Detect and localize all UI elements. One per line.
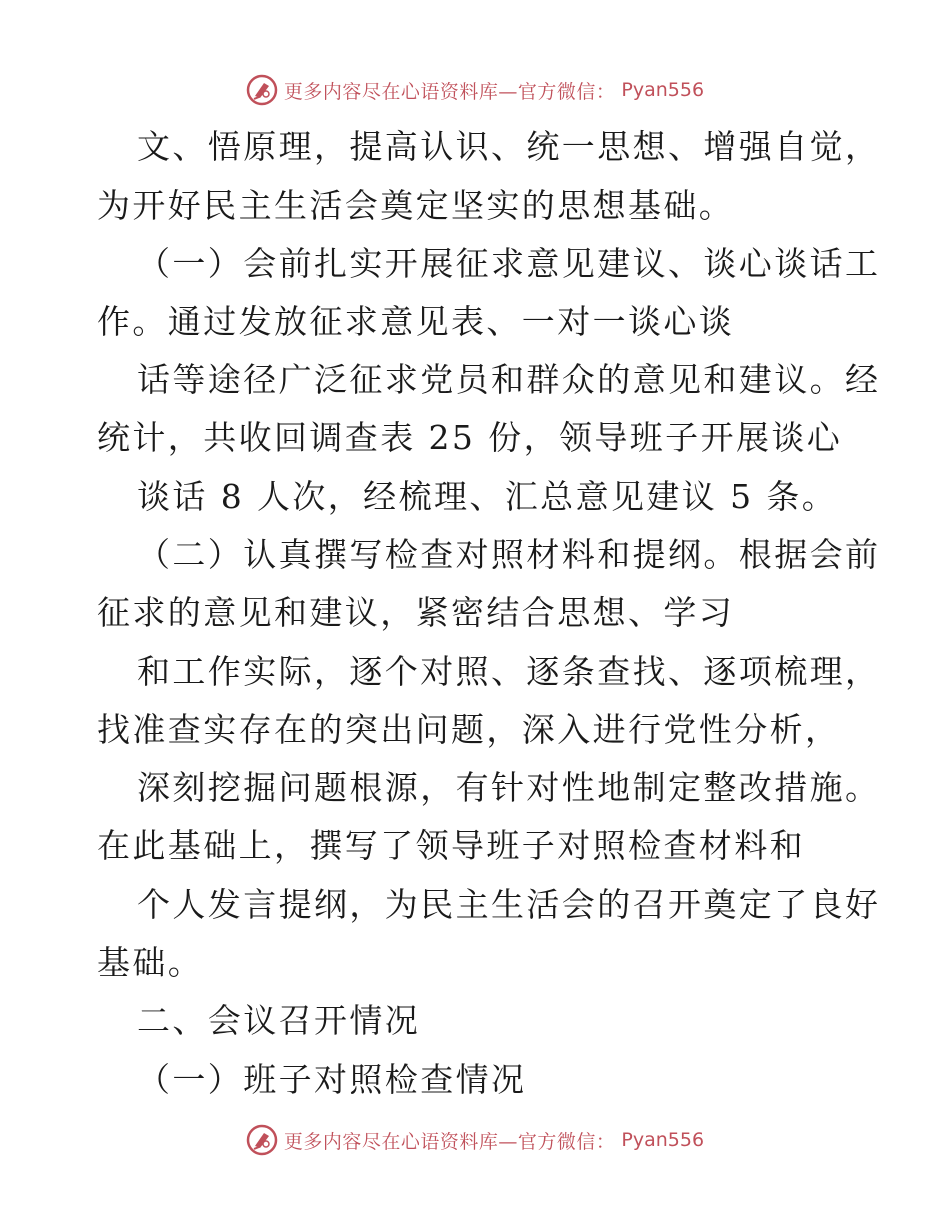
section-heading-2: 二、会议召开情况 xyxy=(137,1001,421,1040)
watermark-handle: Pyan556 xyxy=(621,1129,705,1151)
body-line-9: 征求的意见和建议，紧密结合思想、学习 xyxy=(97,593,735,632)
body-line-5: 话等途径广泛征求党员和群众的意见和建议。经 xyxy=(137,360,881,399)
watermark-footer xyxy=(0,1122,950,1158)
watermark-header xyxy=(0,72,950,108)
body-line-13: 在此基础上，撰写了领导班子对照检查材料和 xyxy=(97,826,805,865)
body-line-1: 文、悟原理，提高认识、统一思想、增强自觉， xyxy=(137,127,881,166)
body-line-7: 谈话 8 人次，经梳理、汇总意见建议 5 条。 xyxy=(137,477,838,516)
watermark-text: 更多内容尽在心语资料库—官方微信： xyxy=(283,1130,616,1153)
section-heading-1-1: （一）会前扎实开展征求意见建议、谈心谈话工 xyxy=(137,244,881,283)
body-line-2: 为开好民主生活会奠定坚实的思想基础。 xyxy=(97,186,735,225)
body-line-12: 深刻挖掘问题根源，有针对性地制定整改措施。 xyxy=(137,768,881,807)
body-line-6: 统计，共收回调查表 25 份，领导班子开展谈心 xyxy=(97,418,843,457)
body-line-14: 个人发言提纲，为民主生活会的召开奠定了良好 xyxy=(137,885,881,924)
watermark-text: 更多内容尽在心语资料库—官方微信： xyxy=(283,80,616,103)
body-line-15: 基础。 xyxy=(97,943,204,982)
watermark-logo-icon xyxy=(246,1124,278,1156)
body-line-11: 找准查实存在的突出问题，深入进行党性分析， xyxy=(97,710,841,749)
watermark-logo-icon xyxy=(246,74,278,106)
body-line-4: 作。通过发放征求意见表、一对一谈心谈 xyxy=(97,302,735,341)
body-line-10: 和工作实际，逐个对照、逐条查找、逐项梳理， xyxy=(137,652,881,691)
section-heading-1-2: （二）认真撰写检查对照材料和提纲。根据会前 xyxy=(137,535,881,574)
section-heading-2-1: （一）班子对照检查情况 xyxy=(137,1060,527,1099)
watermark-handle: Pyan556 xyxy=(621,79,705,101)
